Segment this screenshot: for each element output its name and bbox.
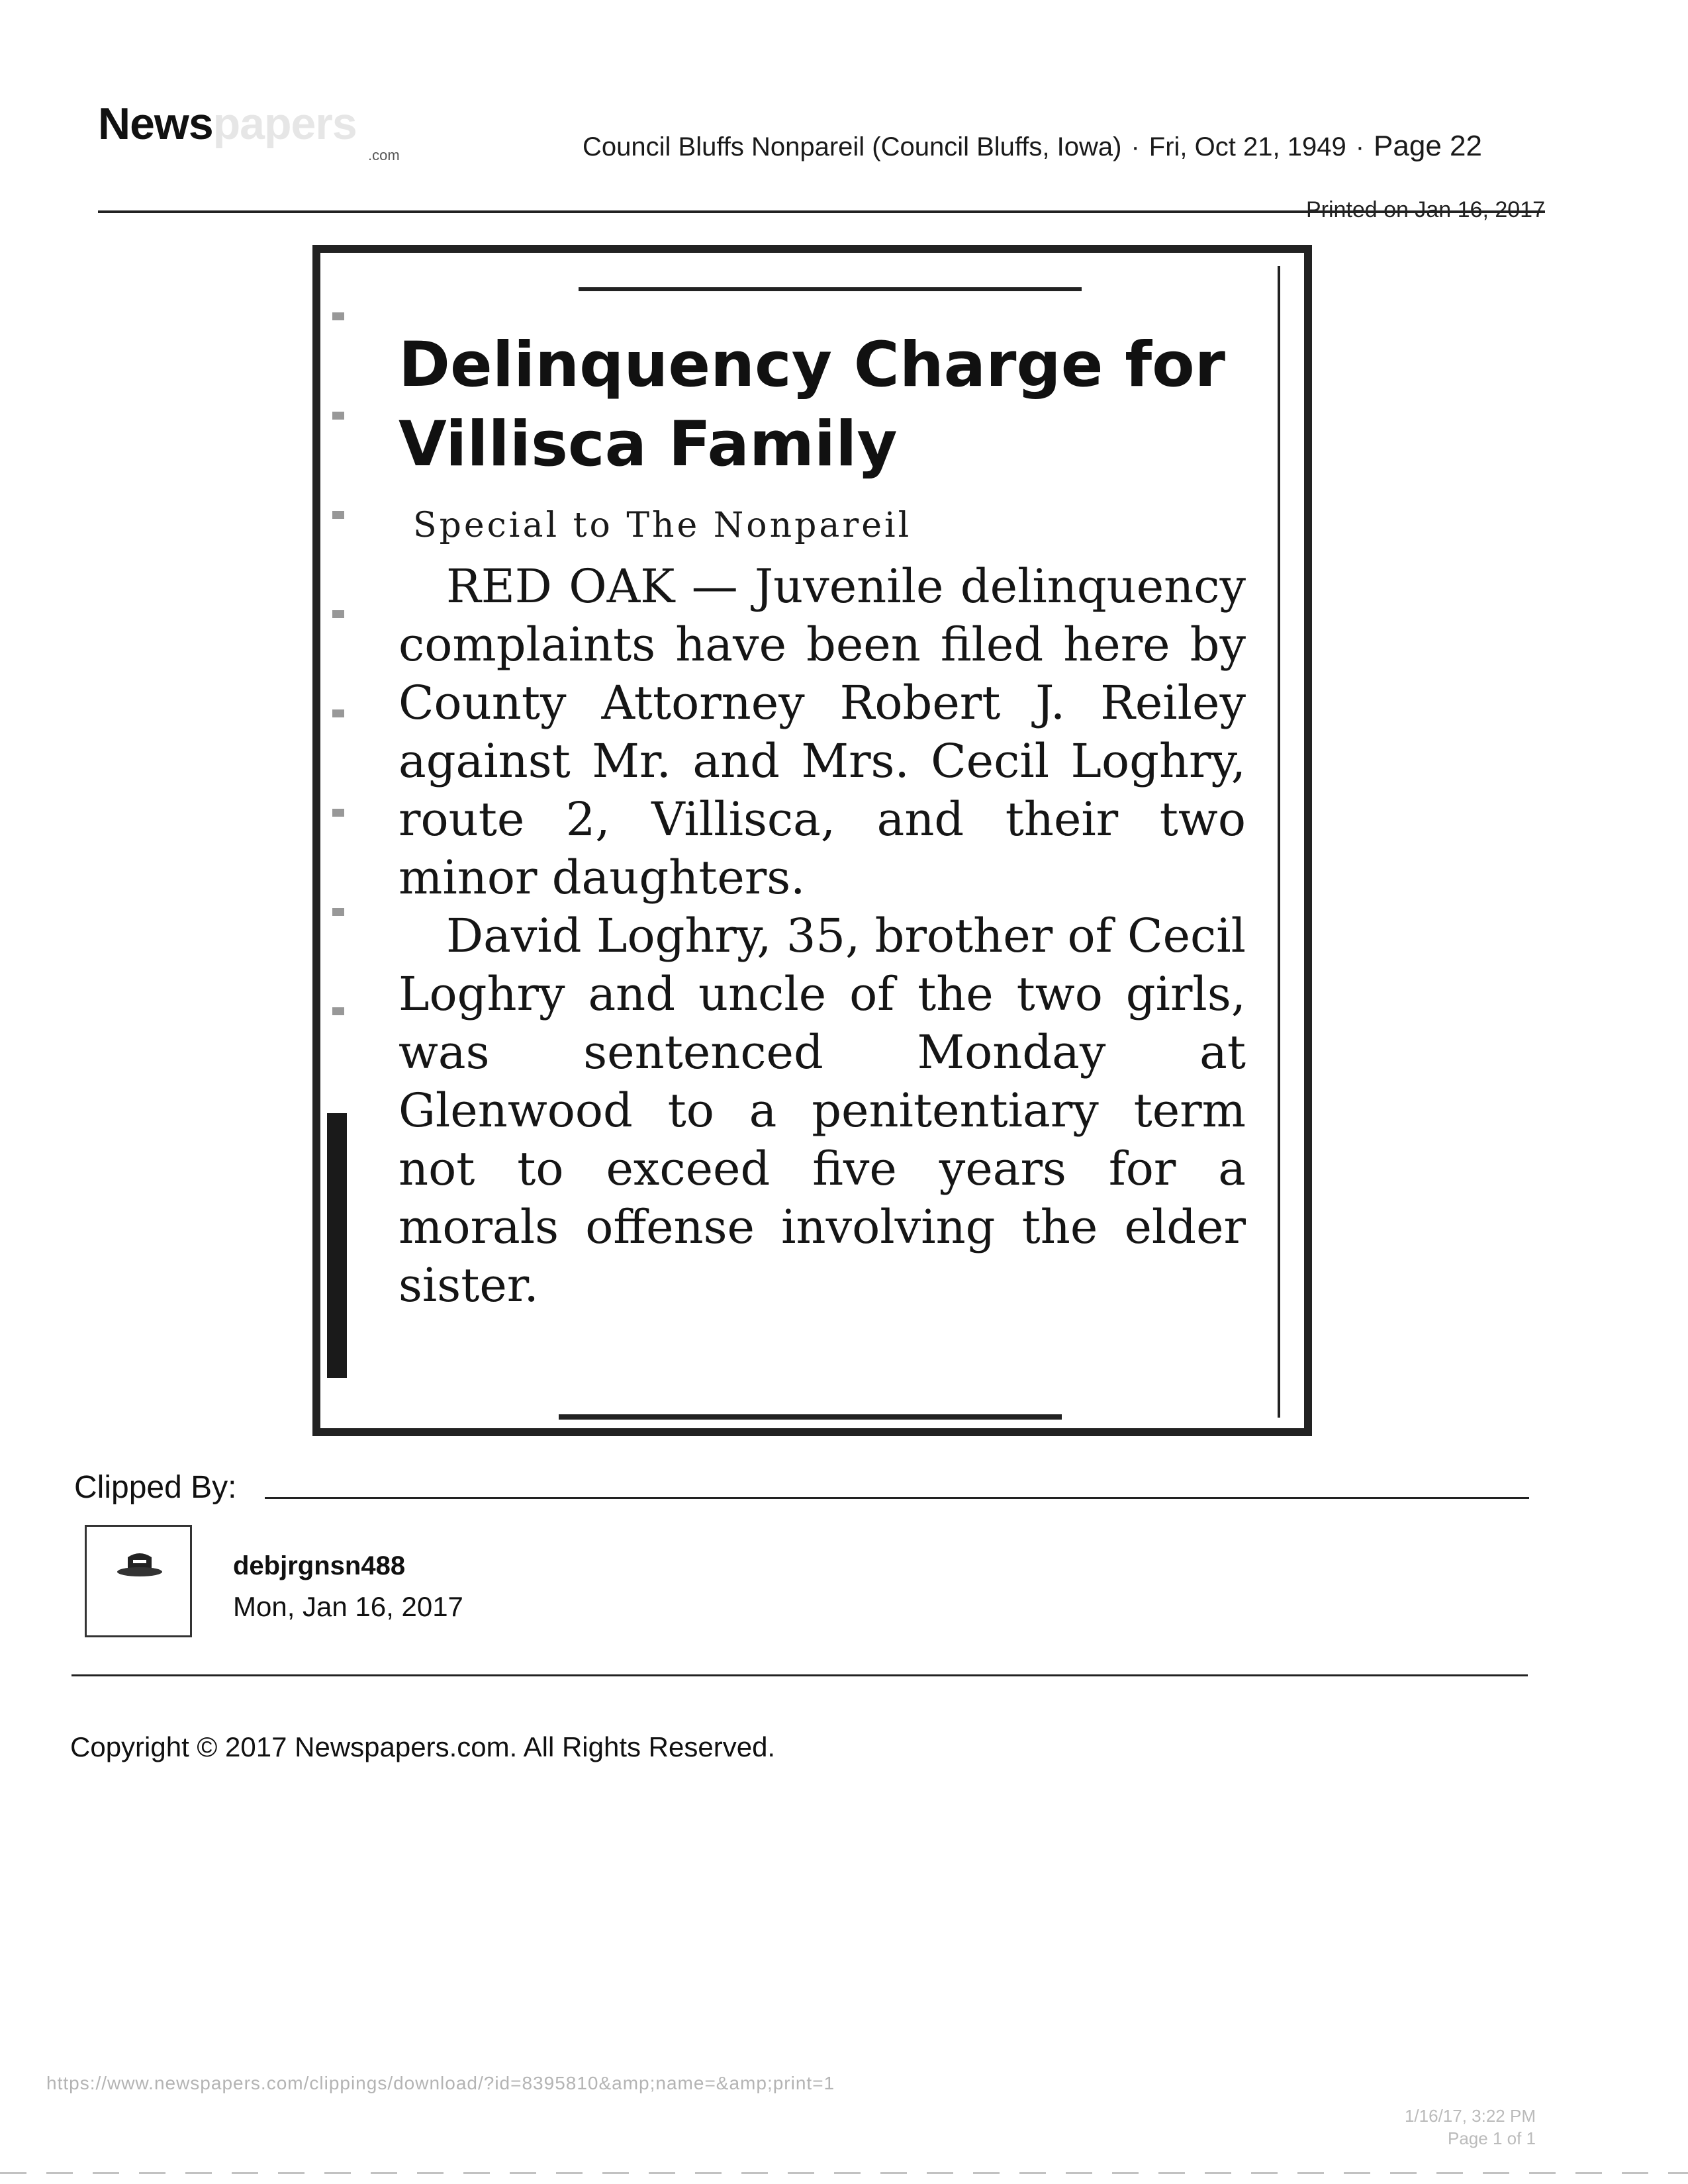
column-rule: [1278, 266, 1280, 1418]
hat-icon: [113, 1551, 166, 1584]
footer-timestamp: 1/16/17, 3:22 PM: [1404, 2106, 1536, 2126]
bottom-rule: [559, 1414, 1062, 1420]
clipping-article: [399, 557, 1246, 1314]
user-avatar[interactable]: [85, 1525, 192, 1637]
newspaper-clipping: [312, 245, 1312, 1436]
scan-edge: [0, 2172, 1688, 2174]
newspaper-source: Council Bluffs Nonpareil (Council Bluffs, Iowa): [583, 132, 1122, 161]
top-rule: [579, 287, 1082, 291]
clipping-headline: Delinquency Charge for Villisca Family: [399, 329, 1226, 480]
separator: ·: [1355, 132, 1365, 161]
article-paragraph: RED OAK — Juvenile delinquency complaints have been filed here by County Attorney Robert J. Reiley against Mr. and Mrs. Cecil Loghry, route 2, Villisca, and their two minor daughters.: [399, 559, 1246, 905]
clipped-by-divider: [265, 1497, 1529, 1499]
section-divider: [71, 1674, 1528, 1676]
header-source-line: [583, 130, 1482, 163]
clipping-byline: Special to The Nonpareil: [413, 506, 912, 545]
logo-suffix: .com: [368, 147, 400, 163]
clipped-by-label: Clipped By:: [74, 1470, 237, 1505]
copyright-notice: Copyright © 2017 Newspapers.com. All Rights Reserved.: [70, 1731, 776, 1762]
printed-date: Printed on Jan 16, 2017: [1305, 197, 1545, 222]
logo-text: News: [98, 99, 213, 149]
footer-page-count: Page 1 of 1: [1448, 2128, 1536, 2148]
clipper-username[interactable]: debjrgnsn488: [233, 1551, 406, 1580]
newspapers-logo: [98, 98, 357, 150]
clip-date: Mon, Jan 16, 2017: [233, 1591, 463, 1622]
adjacent-column-bar: [327, 1113, 347, 1378]
logo-faded-text: papers: [212, 99, 357, 149]
footer-url: https://www.newspapers.com/clippings/download/?id=8395810&amp;name=&amp;print=1: [46, 2073, 835, 2093]
article-paragraph: David Loghry, 35, brother of Cecil Loghry and uncle of the two girls, was sentenced Monday at Glenwood to a penitentiary term not to exceed five years for a morals offense involving the elder sister.: [399, 909, 1246, 1312]
adjacent-column-fragment: [332, 273, 344, 1067]
page-number: Page 22: [1374, 130, 1482, 162]
separator: ·: [1131, 132, 1140, 161]
publication-date: Fri, Oct 21, 1949: [1149, 132, 1346, 161]
